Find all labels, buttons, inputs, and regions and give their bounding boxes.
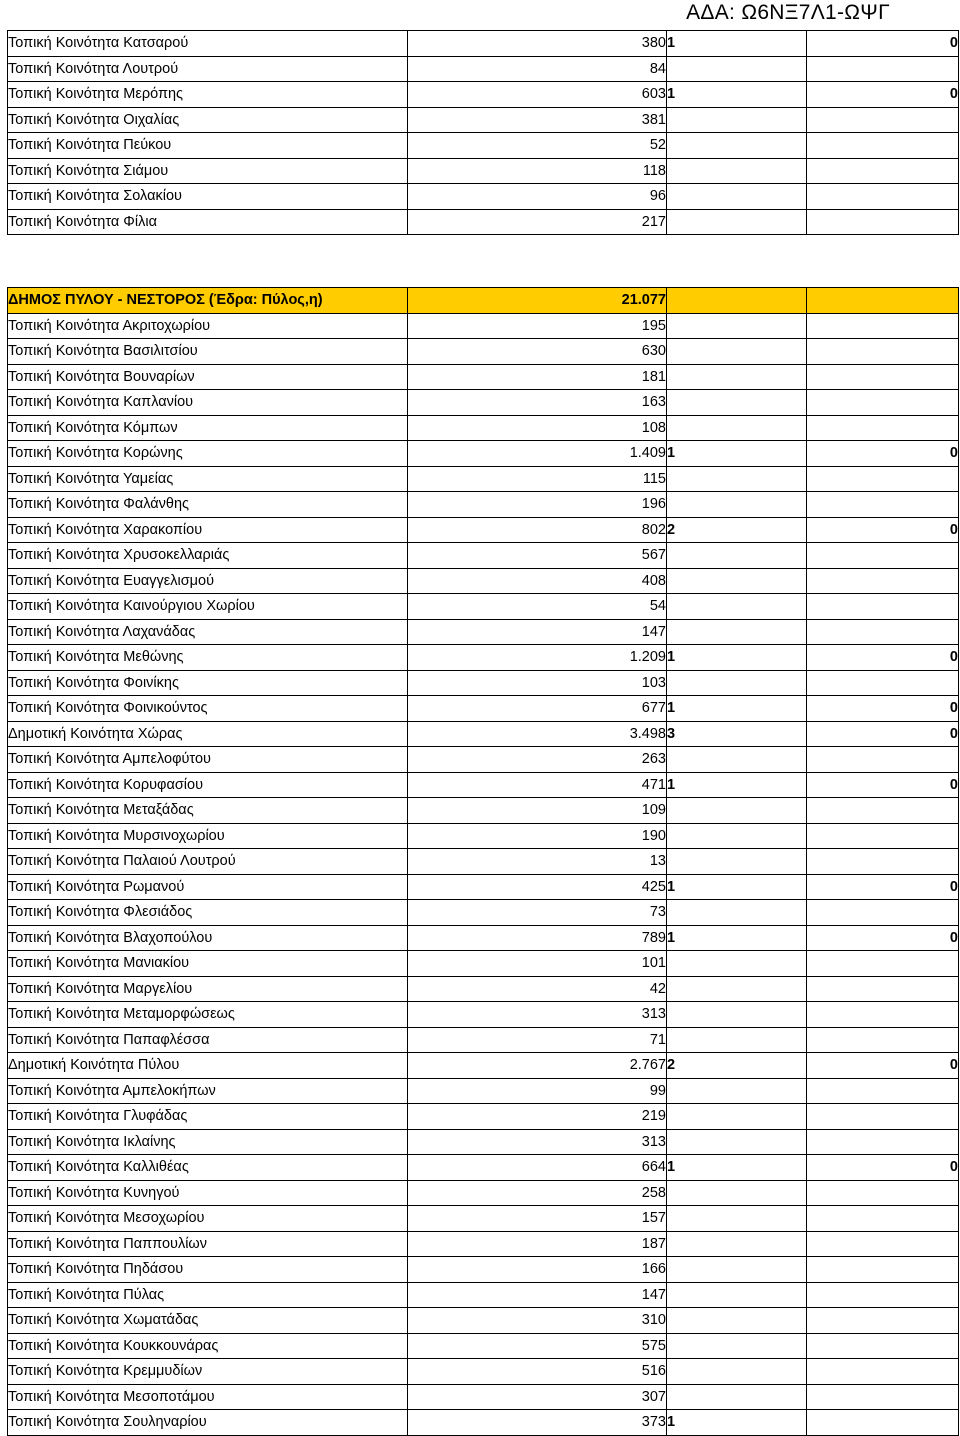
cell-population: 166 [408, 1257, 667, 1283]
cell-value-a [667, 823, 807, 849]
cell-name: Τοπική Κοινότητα Ικλαίνης [8, 1129, 408, 1155]
table-row [8, 1027, 959, 1053]
table-row [8, 798, 959, 824]
municipality-header-row [8, 288, 959, 314]
cell-value-a [667, 1206, 807, 1232]
table-row [8, 645, 959, 671]
cell-population: 567 [408, 543, 667, 569]
cell-value-a: 1 [667, 1155, 807, 1181]
cell-value-b [807, 158, 959, 184]
cell-value-a [667, 798, 807, 824]
cell-value-b [807, 823, 959, 849]
cell-value-b [807, 798, 959, 824]
cell-value-b: 0 [807, 874, 959, 900]
cell-population: 219 [408, 1104, 667, 1130]
cell-value-b [807, 107, 959, 133]
cell-value-a [667, 849, 807, 875]
cell-value-a [667, 133, 807, 159]
cell-name: Τοπική Κοινότητα Καπλανίου [8, 390, 408, 416]
table-main [7, 287, 959, 1436]
cell-value-b [807, 492, 959, 518]
cell-value-b [807, 1104, 959, 1130]
cell-name: Τοπική Κοινότητα Μαργελίου [8, 976, 408, 1002]
table-row [8, 772, 959, 798]
cell-value-a: 1 [667, 645, 807, 671]
cell-value-b: 0 [807, 925, 959, 951]
table-row [8, 1078, 959, 1104]
cell-value-a [667, 158, 807, 184]
cell-value-b [807, 1410, 959, 1436]
cell-population: 84 [408, 56, 667, 82]
table-row [8, 107, 959, 133]
table-row [8, 1053, 959, 1079]
table-row [8, 696, 959, 722]
table-row [8, 364, 959, 390]
cell-value-a [667, 747, 807, 773]
cell-value-a [667, 209, 807, 235]
cell-value-a: 1 [667, 1410, 807, 1436]
cell-population: 307 [408, 1384, 667, 1410]
cell-value-b [807, 1206, 959, 1232]
cell-population: 677 [408, 696, 667, 722]
cell-value-b [807, 466, 959, 492]
cell-value-b [807, 1333, 959, 1359]
cell-value-a [667, 390, 807, 416]
cell-value-b [807, 670, 959, 696]
cell-name: Τοπική Κοινότητα Μεταξάδας [8, 798, 408, 824]
cell-value-a [667, 1104, 807, 1130]
cell-population: 263 [408, 747, 667, 773]
cell-name: Τοπική Κοινότητα Κυνηγού [8, 1180, 408, 1206]
cell-value-b [807, 288, 959, 314]
cell-population: 109 [408, 798, 667, 824]
table-row [8, 415, 959, 441]
cell-name: Τοπική Κοινότητα Λουτρού [8, 56, 408, 82]
cell-value-b [807, 313, 959, 339]
cell-value-a [667, 1282, 807, 1308]
cell-value-a: 3 [667, 721, 807, 747]
cell-value-a: 1 [667, 772, 807, 798]
cell-value-b [807, 1282, 959, 1308]
cell-name: Τοπική Κοινότητα Βλαχοπούλου [8, 925, 408, 951]
table-row [8, 441, 959, 467]
cell-value-a [667, 1308, 807, 1334]
cell-value-a [667, 1002, 807, 1028]
table-row [8, 721, 959, 747]
cell-value-b [807, 1384, 959, 1410]
cell-value-b [807, 339, 959, 365]
table-row [8, 1359, 959, 1385]
cell-population: 99 [408, 1078, 667, 1104]
cell-population: 101 [408, 951, 667, 977]
cell-population: 425 [408, 874, 667, 900]
table-row [8, 158, 959, 184]
cell-value-b: 0 [807, 82, 959, 108]
cell-population: 3.498 [408, 721, 667, 747]
cell-population: 157 [408, 1206, 667, 1232]
table-row [8, 390, 959, 416]
cell-value-b: 0 [807, 441, 959, 467]
table-row [8, 1308, 959, 1334]
table-row [8, 1155, 959, 1181]
cell-value-a [667, 951, 807, 977]
table-top-body [8, 31, 959, 235]
cell-population: 103 [408, 670, 667, 696]
cell-population: 373 [408, 1410, 667, 1436]
cell-name: Τοπική Κοινότητα Ρωμανού [8, 874, 408, 900]
cell-name: Τοπική Κοινότητα Σιάμου [8, 158, 408, 184]
cell-population: 52 [408, 133, 667, 159]
cell-population: 471 [408, 772, 667, 798]
cell-value-a [667, 107, 807, 133]
table-row [8, 976, 959, 1002]
cell-name: Τοπική Κοινότητα Γλυφάδας [8, 1104, 408, 1130]
cell-population: 603 [408, 82, 667, 108]
cell-value-b [807, 1231, 959, 1257]
table-row [8, 594, 959, 620]
table-row [8, 1231, 959, 1257]
cell-name: Τοπική Κοινότητα Μερόπης [8, 82, 408, 108]
table-row [8, 1180, 959, 1206]
cell-population: 408 [408, 568, 667, 594]
cell-population: 1.409 [408, 441, 667, 467]
cell-value-a [667, 288, 807, 314]
cell-name: Τοπική Κοινότητα Ευαγγελισμού [8, 568, 408, 594]
cell-name: Τοπική Κοινότητα Χωματάδας [8, 1308, 408, 1334]
cell-value-b [807, 364, 959, 390]
cell-population: 1.209 [408, 645, 667, 671]
table-row [8, 747, 959, 773]
cell-name: Τοπική Κοινότητα Σουληναρίου [8, 1410, 408, 1436]
table-row [8, 133, 959, 159]
cell-name: Τοπική Κοινότητα Κορώνης [8, 441, 408, 467]
cell-value-a [667, 1231, 807, 1257]
cell-population: 516 [408, 1359, 667, 1385]
cell-value-a [667, 976, 807, 1002]
cell-name: Τοπική Κοινότητα Παππουλίων [8, 1231, 408, 1257]
cell-value-b [807, 900, 959, 926]
cell-value-a [667, 1027, 807, 1053]
cell-value-a [667, 492, 807, 518]
cell-population: 42 [408, 976, 667, 1002]
table-row [8, 82, 959, 108]
cell-value-a: 2 [667, 517, 807, 543]
table-row [8, 1257, 959, 1283]
cell-value-a: 1 [667, 441, 807, 467]
cell-population: 381 [408, 107, 667, 133]
cell-name: Τοπική Κοινότητα Πηδάσου [8, 1257, 408, 1283]
cell-name: Τοπική Κοινότητα Ακριτοχωρίου [8, 313, 408, 339]
cell-name: ΔΗΜΟΣ ΠΥΛΟΥ - ΝΕΣΤΟΡΟΣ (Έδρα: Πύλος,η) [8, 288, 408, 314]
table-row [8, 900, 959, 926]
cell-population: 575 [408, 1333, 667, 1359]
table-top [7, 30, 959, 235]
cell-value-a [667, 594, 807, 620]
cell-population: 313 [408, 1129, 667, 1155]
cell-population: 258 [408, 1180, 667, 1206]
cell-population: 108 [408, 415, 667, 441]
cell-value-b: 0 [807, 696, 959, 722]
table-row [8, 313, 959, 339]
table-row [8, 1333, 959, 1359]
cell-name: Τοπική Κοινότητα Κρεμμυδίων [8, 1359, 408, 1385]
cell-population: 190 [408, 823, 667, 849]
table-main-body [8, 288, 959, 1436]
cell-value-a [667, 466, 807, 492]
cell-population: 380 [408, 31, 667, 57]
cell-value-b [807, 849, 959, 875]
cell-value-a [667, 1078, 807, 1104]
cell-name: Τοπική Κοινότητα Μυρσινοχωρίου [8, 823, 408, 849]
cell-value-a [667, 1359, 807, 1385]
table-row [8, 619, 959, 645]
cell-value-b [807, 619, 959, 645]
cell-value-b [807, 56, 959, 82]
cell-name: Τοπική Κοινότητα Πύλας [8, 1282, 408, 1308]
table-row [8, 31, 959, 57]
cell-population: 196 [408, 492, 667, 518]
cell-population: 54 [408, 594, 667, 620]
cell-value-a [667, 364, 807, 390]
cell-value-b [807, 1180, 959, 1206]
cell-value-b [807, 594, 959, 620]
table-row [8, 339, 959, 365]
cell-value-a [667, 1333, 807, 1359]
table-row [8, 209, 959, 235]
cell-value-b [807, 747, 959, 773]
table-row [8, 849, 959, 875]
cell-name: Τοπική Κοινότητα Αμπελοκήπων [8, 1078, 408, 1104]
cell-value-b [807, 1257, 959, 1283]
ada-code: ΑΔΑ: Ω6ΝΞ7Λ1-ΩΨΓ [686, 1, 890, 24]
cell-name: Τοπική Κοινότητα Καλλιθέας [8, 1155, 408, 1181]
cell-name: Τοπική Κοινότητα Χαρακοπίου [8, 517, 408, 543]
cell-name: Δημοτική Κοινότητα Χώρας [8, 721, 408, 747]
cell-value-b: 0 [807, 1155, 959, 1181]
cell-population: 187 [408, 1231, 667, 1257]
table-row [8, 951, 959, 977]
cell-value-b [807, 1078, 959, 1104]
cell-population: 181 [408, 364, 667, 390]
table-row [8, 466, 959, 492]
cell-population: 310 [408, 1308, 667, 1334]
cell-name: Τοπική Κοινότητα Βουναρίων [8, 364, 408, 390]
cell-name: Τοπική Κοινότητα Οιχαλίας [8, 107, 408, 133]
cell-value-b [807, 209, 959, 235]
cell-value-a [667, 568, 807, 594]
table-row [8, 1410, 959, 1436]
cell-value-b [807, 1308, 959, 1334]
cell-name: Τοπική Κοινότητα Πεύκου [8, 133, 408, 159]
cell-name: Τοπική Κοινότητα Αμπελοφύτου [8, 747, 408, 773]
table-row [8, 1002, 959, 1028]
cell-value-a: 2 [667, 1053, 807, 1079]
table-row [8, 1104, 959, 1130]
cell-value-b [807, 1027, 959, 1053]
cell-population: 802 [408, 517, 667, 543]
cell-value-b [807, 1129, 959, 1155]
cell-population: 789 [408, 925, 667, 951]
cell-value-a [667, 543, 807, 569]
cell-population: 313 [408, 1002, 667, 1028]
cell-value-b [807, 133, 959, 159]
cell-value-b [807, 415, 959, 441]
cell-name: Τοπική Κοινότητα Φλεσιάδος [8, 900, 408, 926]
table-row [8, 1384, 959, 1410]
cell-population: 2.767 [408, 1053, 667, 1079]
cell-value-a [667, 339, 807, 365]
cell-name: Τοπική Κοινότητα Καινούργιου Χωρίου [8, 594, 408, 620]
cell-name: Τοπική Κοινότητα Κατσαρού [8, 31, 408, 57]
cell-value-b: 0 [807, 772, 959, 798]
cell-value-b: 0 [807, 645, 959, 671]
cell-value-a [667, 1129, 807, 1155]
cell-value-a: 1 [667, 874, 807, 900]
cell-value-b [807, 543, 959, 569]
cell-value-a [667, 900, 807, 926]
cell-name: Τοπική Κοινότητα Παπαφλέσσα [8, 1027, 408, 1053]
cell-name: Τοπική Κοινότητα Μεθώνης [8, 645, 408, 671]
cell-value-a [667, 619, 807, 645]
cell-name: Τοπική Κοινότητα Χρυσοκελλαριάς [8, 543, 408, 569]
cell-population: 147 [408, 1282, 667, 1308]
cell-name: Τοπική Κοινότητα Υαμείας [8, 466, 408, 492]
cell-population: 630 [408, 339, 667, 365]
cell-value-b: 0 [807, 31, 959, 57]
cell-name: Τοπική Κοινότητα Μεσοποτάμου [8, 1384, 408, 1410]
cell-population: 147 [408, 619, 667, 645]
cell-population: 195 [408, 313, 667, 339]
cell-name: Τοπική Κοινότητα Μεσοχωρίου [8, 1206, 408, 1232]
cell-name: Τοπική Κοινότητα Φοινικούντος [8, 696, 408, 722]
cell-name: Τοπική Κοινότητα Μανιακίου [8, 951, 408, 977]
cell-value-b [807, 390, 959, 416]
cell-value-b [807, 976, 959, 1002]
table-row [8, 925, 959, 951]
cell-name: Τοπική Κοινότητα Φαλάνθης [8, 492, 408, 518]
cell-name: Τοπική Κοινότητα Βασιλιτσίου [8, 339, 408, 365]
cell-value-a [667, 415, 807, 441]
cell-value-a [667, 1257, 807, 1283]
table-row [8, 568, 959, 594]
cell-value-b: 0 [807, 1053, 959, 1079]
cell-population: 96 [408, 184, 667, 210]
table-row [8, 1129, 959, 1155]
cell-value-b: 0 [807, 721, 959, 747]
cell-value-a [667, 1180, 807, 1206]
cell-value-a: 1 [667, 82, 807, 108]
cell-value-a: 1 [667, 925, 807, 951]
table-row [8, 670, 959, 696]
cell-name: Τοπική Κοινότητα Μεταμορφώσεως [8, 1002, 408, 1028]
table-row [8, 1206, 959, 1232]
cell-value-a: 1 [667, 31, 807, 57]
table-row [8, 1282, 959, 1308]
cell-population: 115 [408, 466, 667, 492]
cell-value-a [667, 313, 807, 339]
cell-population: 163 [408, 390, 667, 416]
cell-population: 664 [408, 1155, 667, 1181]
cell-population: 118 [408, 158, 667, 184]
table-row [8, 823, 959, 849]
cell-value-b [807, 184, 959, 210]
cell-name: Τοπική Κοινότητα Φίλια [8, 209, 408, 235]
table-row [8, 184, 959, 210]
cell-name: Τοπική Κοινότητα Παλαιού Λουτρού [8, 849, 408, 875]
cell-value-a: 1 [667, 696, 807, 722]
cell-value-b [807, 1359, 959, 1385]
cell-population: 217 [408, 209, 667, 235]
table-row [8, 874, 959, 900]
cell-value-b [807, 951, 959, 977]
cell-population: 13 [408, 849, 667, 875]
table-row [8, 56, 959, 82]
cell-value-b: 0 [807, 517, 959, 543]
cell-name: Τοπική Κοινότητα Σολακίου [8, 184, 408, 210]
cell-value-a [667, 670, 807, 696]
cell-population: 21.077 [408, 288, 667, 314]
cell-name: Τοπική Κοινότητα Κορυφασίου [8, 772, 408, 798]
cell-name: Τοπική Κοινότητα Φοινίκης [8, 670, 408, 696]
cell-value-a [667, 184, 807, 210]
cell-name: Δημοτική Κοινότητα Πύλου [8, 1053, 408, 1079]
table-row [8, 517, 959, 543]
cell-name: Τοπική Κοινότητα Κουκκουνάρας [8, 1333, 408, 1359]
cell-population: 73 [408, 900, 667, 926]
cell-population: 71 [408, 1027, 667, 1053]
table-row [8, 492, 959, 518]
cell-value-a [667, 1384, 807, 1410]
cell-value-a [667, 56, 807, 82]
cell-value-b [807, 1002, 959, 1028]
table-row [8, 543, 959, 569]
cell-name: Τοπική Κοινότητα Κόμπων [8, 415, 408, 441]
cell-value-b [807, 568, 959, 594]
cell-name: Τοπική Κοινότητα Λαχανάδας [8, 619, 408, 645]
